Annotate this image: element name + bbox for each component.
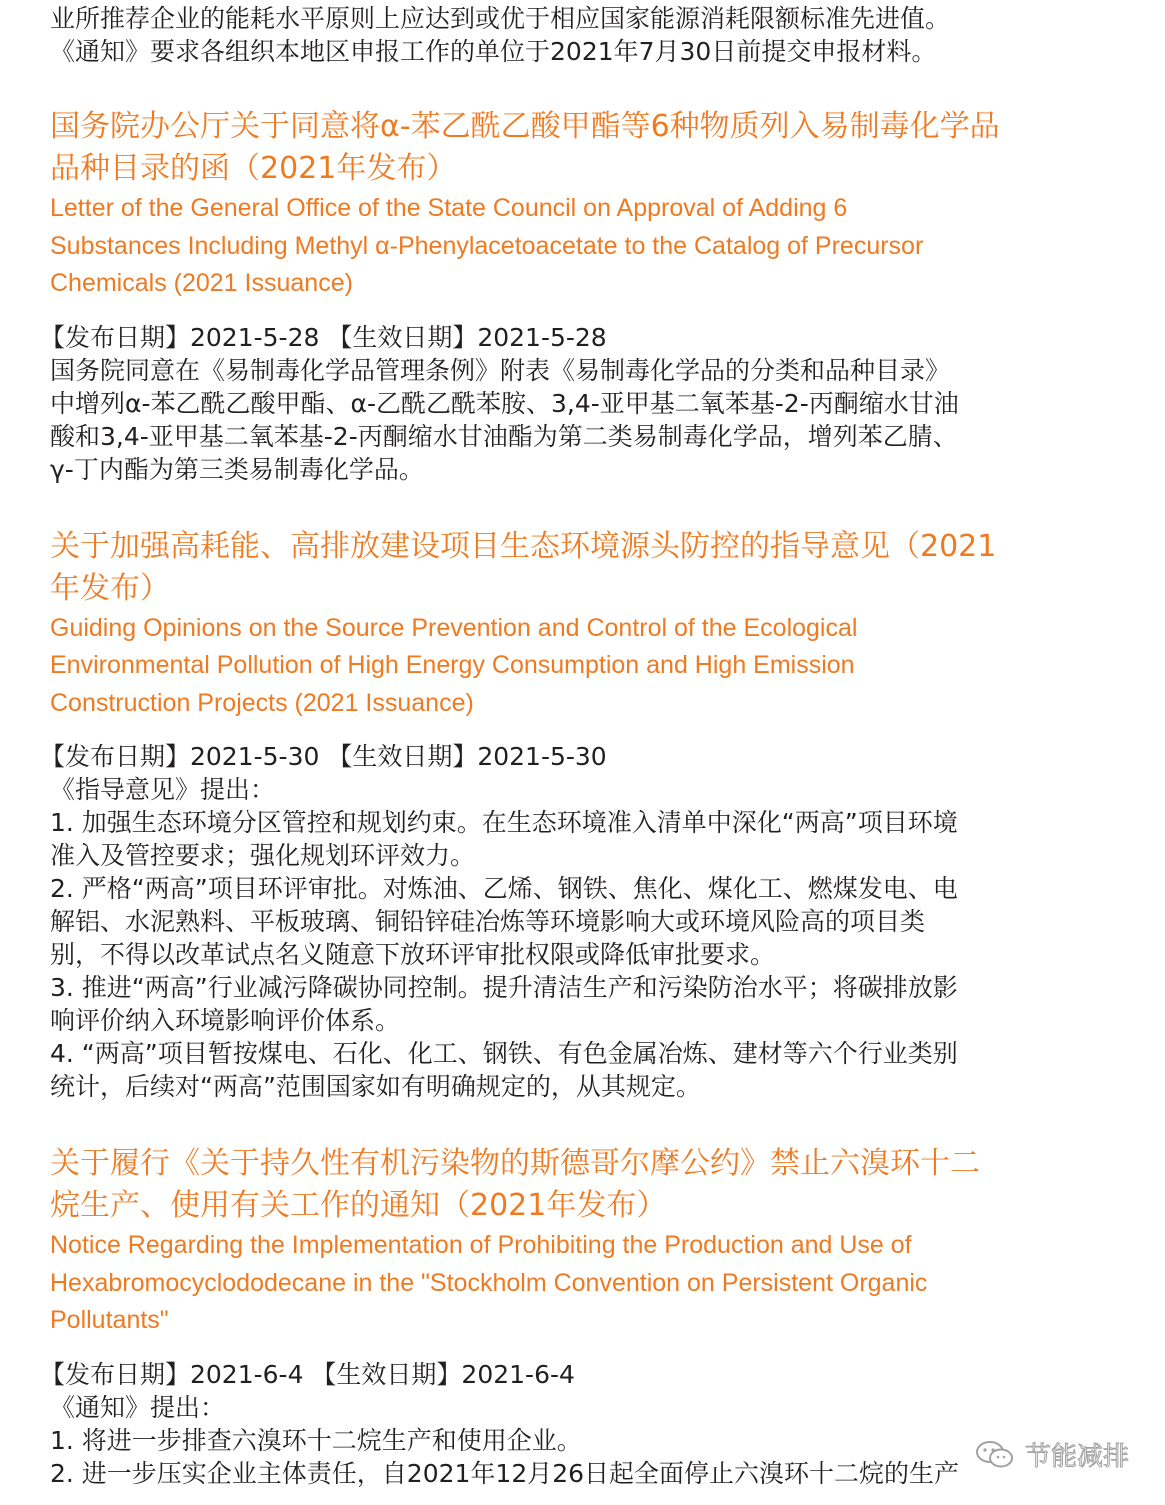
- watermark-text: 节能减排: [1024, 1442, 1129, 1472]
- body-line: 统计，后续对“两高”范围国家如有明确规定的，从其规定。: [50, 1072, 701, 1101]
- account-watermark: [975, 1436, 1129, 1473]
- body-line: 2. 进一步压实企业主体责任，自2021年12月26日起全面停止六溴环十二烷的生产: [50, 1458, 960, 1488]
- section-body: [50, 773, 1130, 1103]
- section-title-cn: 关于履行《关于持久性有机污染物的斯德哥尔摩公约》禁止六溴环十二: [50, 1146, 980, 1181]
- section-title-en: Guiding Opinions on the Source Prevention and Control of the Ecological: [50, 613, 858, 642]
- body-line: 解铝、水泥熟料、平板玻璃、铜铅锌硅冶炼等环境影响大或环境风险高的项目类: [50, 907, 926, 936]
- section-title-cn: 品种目录的函（2021年发布）: [50, 151, 457, 186]
- regulation-section: [40, 526, 1130, 1104]
- section-title-en: Notice Regarding the Implementation of Prohibiting the Production and Use of: [50, 1231, 912, 1259]
- intro-line: 业所推荐企业的能耗水平原则上应达到或优于相应国家能源消耗限额标准先进值。: [50, 4, 951, 33]
- body-line: 《指导意见》提出：: [50, 775, 276, 804]
- section-dates: 【发布日期】2021-5-30 【生效日期】2021-5-30: [40, 742, 607, 771]
- section-title-en: Hexabromocyclododecane in the "Stockholm Convention on Persistent Organic: [50, 1268, 928, 1297]
- body-line: 响评价纳入环境影响评价体系。: [50, 1006, 401, 1035]
- section-dates: 【发布日期】2021-6-4 【生效日期】2021-6-4: [40, 1359, 575, 1389]
- regulation-section: [40, 1143, 1130, 1490]
- body-line: 别，不得以改革试点名义随意下放环评审批权限或降低审批要求。: [50, 940, 776, 969]
- body-line: γ-丁内酯为第三类易制毒化学品。: [50, 454, 424, 484]
- body-line: 4. “两高”项目暂按煤电、石化、化工、钢铁、有色金属冶炼、建材等六个行业类别: [50, 1039, 958, 1068]
- section-title-en: Substances Including Methyl α-Phenylacetoacetate to the Catalog of Precursor: [50, 231, 924, 260]
- section-title-en: Construction Projects (2021 Issuance): [50, 688, 474, 717]
- section-title-cn: 烷生产、使用有关工作的通知（2021年发布）: [50, 1188, 667, 1223]
- body-line: 3. 推进“两高”行业减污降碳协同控制。提升清洁生产和污染防治水平；将碳排放影: [50, 973, 958, 1002]
- body-line: 1. 加强生态环境分区管控和规划约束。在生态环境准入清单中深化“两高”项目环境: [50, 808, 958, 837]
- body-line: 国务院同意在《易制毒化学品管理条例》附表《易制毒化学品的分类和品种目录》: [50, 355, 951, 385]
- wechat-icon: [975, 1440, 1015, 1470]
- section-title-cn: 年发布）: [50, 570, 170, 606]
- intro-paragraph: [50, 2, 1130, 68]
- section-title-en: Chemicals (2021 Issuance): [50, 269, 353, 297]
- section-dates: 【发布日期】2021-5-28 【生效日期】2021-5-28: [40, 322, 607, 352]
- body-line: 中增列α-苯乙酰乙酸甲酯、α-乙酰乙酰苯胺、3,4-亚甲基二氧苯基-2-丙酮缩水甘油: [50, 388, 959, 418]
- section-title-cn: 关于加强高耗能、高排放建设项目生态环境源头防控的指导意见（2021: [50, 528, 997, 564]
- section-body: [50, 1391, 1130, 1490]
- body-line: 《通知》提出：: [50, 1392, 226, 1422]
- body-line: 2. 严格“两高”项目环评审批。对炼油、乙烯、钢铁、焦化、煤化工、燃煤发电、电: [50, 874, 958, 903]
- section-title-cn: 国务院办公厅关于同意将α-苯乙酰乙酸甲酯等6种物质列入易制毒化学品: [50, 109, 1000, 144]
- body-line: 1. 将进一步排查六溴环十二烷生产和使用企业。: [50, 1425, 582, 1455]
- body-line: 酸和3,4-亚甲基二氧苯基-2-丙酮缩水甘油酯为第二类易制毒化学品，增列苯乙腈、: [50, 421, 958, 451]
- intro-line: 《通知》要求各组织本地区申报工作的单位于2021年7月30日前提交申报材料。: [50, 37, 937, 66]
- regulation-section: [40, 106, 1130, 486]
- document-page: [40, 0, 1130, 1490]
- body-line: 准入及管控要求；强化规划环评效力。: [50, 841, 476, 870]
- section-title-en: Pollutants": [50, 1306, 169, 1334]
- section-title-en: Environmental Pollution of High Energy Consumption and High Emission: [50, 651, 855, 679]
- section-title-en: Letter of the General Office of the State Council on Approval of Adding 6: [50, 194, 848, 222]
- section-body: [50, 354, 1130, 486]
